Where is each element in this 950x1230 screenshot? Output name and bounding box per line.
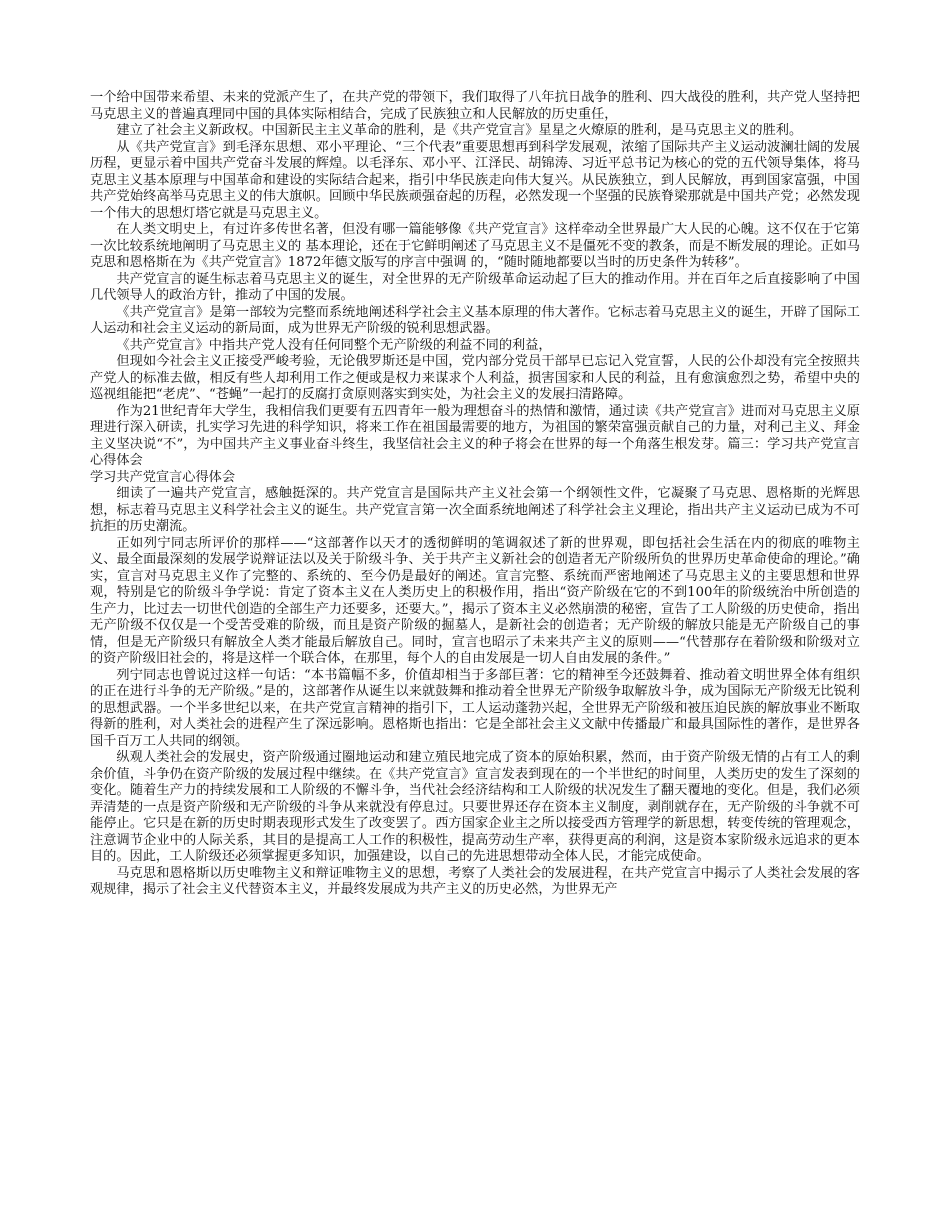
paragraph-1: 一个给中国带来希望、未来的党派产生了，在共产党的带领下，我们取得了八年抗日战争的胜利、四大战役的胜利，共产党人坚持把马克思主义的普遍真理同中国的具体实际相结合，完成了民族独立和人民解放的历史重任， [90,90,860,122]
paragraph-3: 从《共产党宣言》到毛泽东思想、邓小平理论、“三个代表”重要思想再到科学发展观，浓缩了国际共产主义运动波澜壮阔的发展历程，更显示着中国共产党奋斗发展的辉煌。以毛泽东、邓小平、江泽民、胡锦涛、习近平总书记为核心的党的五代领导集体，将马克思主义基本原理与中国革命和建设的实际结合起来，指引中华民族走向伟大复兴。从民族独立，到人民解放，再到国家富强，中国共产党始终高举马克思主义的伟大旗帜。回顾中华民族顽强奋起的历程，必然发现一个坚强的民族脊梁那就是中国共产党；必然发现一个伟大的思想灯塔它就是马克思主义。 [90,139,860,221]
section-heading: 学习共产党宣言心得体会 [90,469,236,485]
paragraph-6: 《共产党宣言》是第一部较为完整而系统地阐述科学社会主义基本原理的伟大著作。它标志着马克思主义的诞生，开辟了国际工人运动和社会主义运动的新局面，成为世界无产阶级的锐利思想武器。 [90,304,860,336]
document-body [90,90,860,899]
paragraph-14: 纵观人类社会的发展史，资产阶级通过圈地运动和建立殖民地完成了资本的原始积累，然而，由于资产阶级无情的占有工人的剩余价值，斗争仍在资产阶级的发展过程中继续。在《共产党宣言》宣言发表到现在的一个半世纪的时间里，人类历史的发生了深刻的变化。随着生产力的持续发展和工人阶级的不懈斗争，当代社会经济结构和工人阶级的状况发生了翻天覆地的变化。但是，我们必须弄清楚的一点是资产阶级和无产阶级的斗争从来就没有停息过。只要世界还存在资本主义制度，剥削就存在，无产阶级的斗争就不可能停止。它只是在新的历史时期表现形式发生了改变罢了。西方国家企业主之所以接受西方管理学的新思想，转变传统的管理观念，注意调节企业中的人际关系，其目的是提高工人工作的积极性，提高劳动生产率，获得更高的利润，这是资本家阶级永远追求的更本目的。因此，工人阶级还必须掌握更多知识，加强建设，以自己的先进思想带动全体人民，才能完成使命。 [90,750,860,864]
paragraph-4: 在人类文明史上，有过许多传世名著，但没有哪一篇能够像《共产党宣言》这样牵动全世界最广大人民的心魄。这不仅在于它第一次比较系统地阐明了马克思主义的 基本理论，还在于它鲜明阐述了马克思主义不是僵死不变的教条，而是不断发展的理论。正如马克思和恩格斯在为《共产党宣言》1872年德文版写的序言中强调 的，“随时随地都要以当时的历史条件为转移”。 [90,222,860,270]
paragraph-15: 马克思和恩格斯以历史唯物主义和辩证唯物主义的思想，考察了人类社会的发展进程，在共产党宣言中揭示了人类社会发展的客观规律，揭示了社会主义代替资本主义，并最终发展成为共产主义的历史必然，为世界无产 [90,865,860,897]
paragraph-9: 作为21世纪青年大学生，我相信我们更要有五四青年一般为理想奋斗的热情和激情，通过读《共产党宣言》进而对马克思主义原理进行深入研读，扎实学习先进的科学知识，将来工作在祖国最需要的地方，为祖国的繁荣富强贡献自己的力量，对利己主义、拜金主义坚决说“不”，为中国共产主义事业奋斗终生，我坚信社会主义的种子将会在世界的每一个角落生根发芽。篇三：学习共产党宣言心得体会 [90,403,860,468]
paragraph-12: 正如列宁同志所评价的那样——“这部著作以天才的透彻鲜明的笔调叙述了新的世界观，即包括社会生活在内的彻底的唯物主义、最全面最深刻的发展学说辩证法以及关于阶级斗争、关于共产主义新社会的创造者无产阶级所负的世界历史革命使命的理论。”确实，宣言对马克思主义作了完整的、系统的、至今仍是最好的阐述。宣言完整、系统而严密地阐述了马克思主义的主要思想和世界观，特别是它的阶级斗争学说：肯定了资本主义在人类历史上的积极作用，指出“资产阶级在它的不到100年的阶级统治中所创造的生产力，比过去一切世代创造的全部生产力还要多，还要大。”，揭示了资本主义必然崩溃的秘密，宣告了工人阶级的历史使命，指出无产阶级不仅仅是一个受苦受难的阶级，而且是资产阶级的掘墓人，是新社会的创造者；无产阶级的解放只能是无产阶级自己的事情，但是无产阶级只有解放全人类才能最后解放自己。同时，宣言也昭示了未来共产主义的原则——“代替那存在着阶级和阶级对立的资产阶级旧社会的，将是这样一个联合体，在那里，每个人的自由发展是一切人自由发展的条件。” [90,535,860,666]
paragraph-7: 《共产党宣言》中指共产党人没有任何同整个无产阶级的利益不同的利益， [116,337,552,353]
paragraph-5: 共产党宣言的诞生标志着马克思主义的诞生，对全世界的无产阶级革命运动起了巨大的推动作用。并在百年之后直接影响了中国几代领导人的政治方针，推动了中国的发展。 [90,271,860,303]
paragraph-11: 细读了一遍共产党宣言，感触挺深的。共产党宣言是国际共产主义社会第一个纲领性文件，它凝聚了马克思、恩格斯的光辉思想，标志着马克思主义科学社会主义的诞生。共产党宣言第一次全面系统地阐述了科学社会主义理论，指出共产主义运动已成为不可抗拒的历史潮流。 [90,486,860,534]
paragraph-13: 列宁同志也曾说过这样一句话：“本书篇幅不多，价值却相当于多部巨著：它的精神至今还鼓舞着、推动着文明世界全体有组织的正在进行斗争的无产阶级。”是的，这部著作从诞生以来就鼓舞和推动着全世界无产阶级争取解放斗争，成为国际无产阶级无比锐利的思想武器。一个半多世纪以来，在共产党宣言精神的指引下，工人运动蓬勃兴起，全世界无产阶级和被压迫民族的解放事业不断取得新的胜利，对人类社会的进程产生了深远影响。恩格斯也指出：它是全部社会主义文献中传播最广和最具国际性的著作，是世界各国千百万工人共同的纲领。 [90,667,860,749]
paragraph-8: 但现如今社会主义正接受严峻考验，无论俄罗斯还是中国，党内部分党员干部早已忘记入党宣誓，人民的公仆却没有完全按照共产党人的标准去做，相反有些人却利用工作之便或是权力来谋求个人利益，损害国家和人民的利益，且有愈演愈烈之势，希望中央的巡视组能把“老虎”、“苍蝇”一起打的反腐打贪原则落实到实处，为社会主义的发展扫清路障。 [90,354,860,402]
paragraph-2: 建立了社会主义新政权。中国新民主主义革命的胜利，是《共产党宣言》星星之火燎原的胜利，是马克思主义的胜利。 [116,123,803,138]
